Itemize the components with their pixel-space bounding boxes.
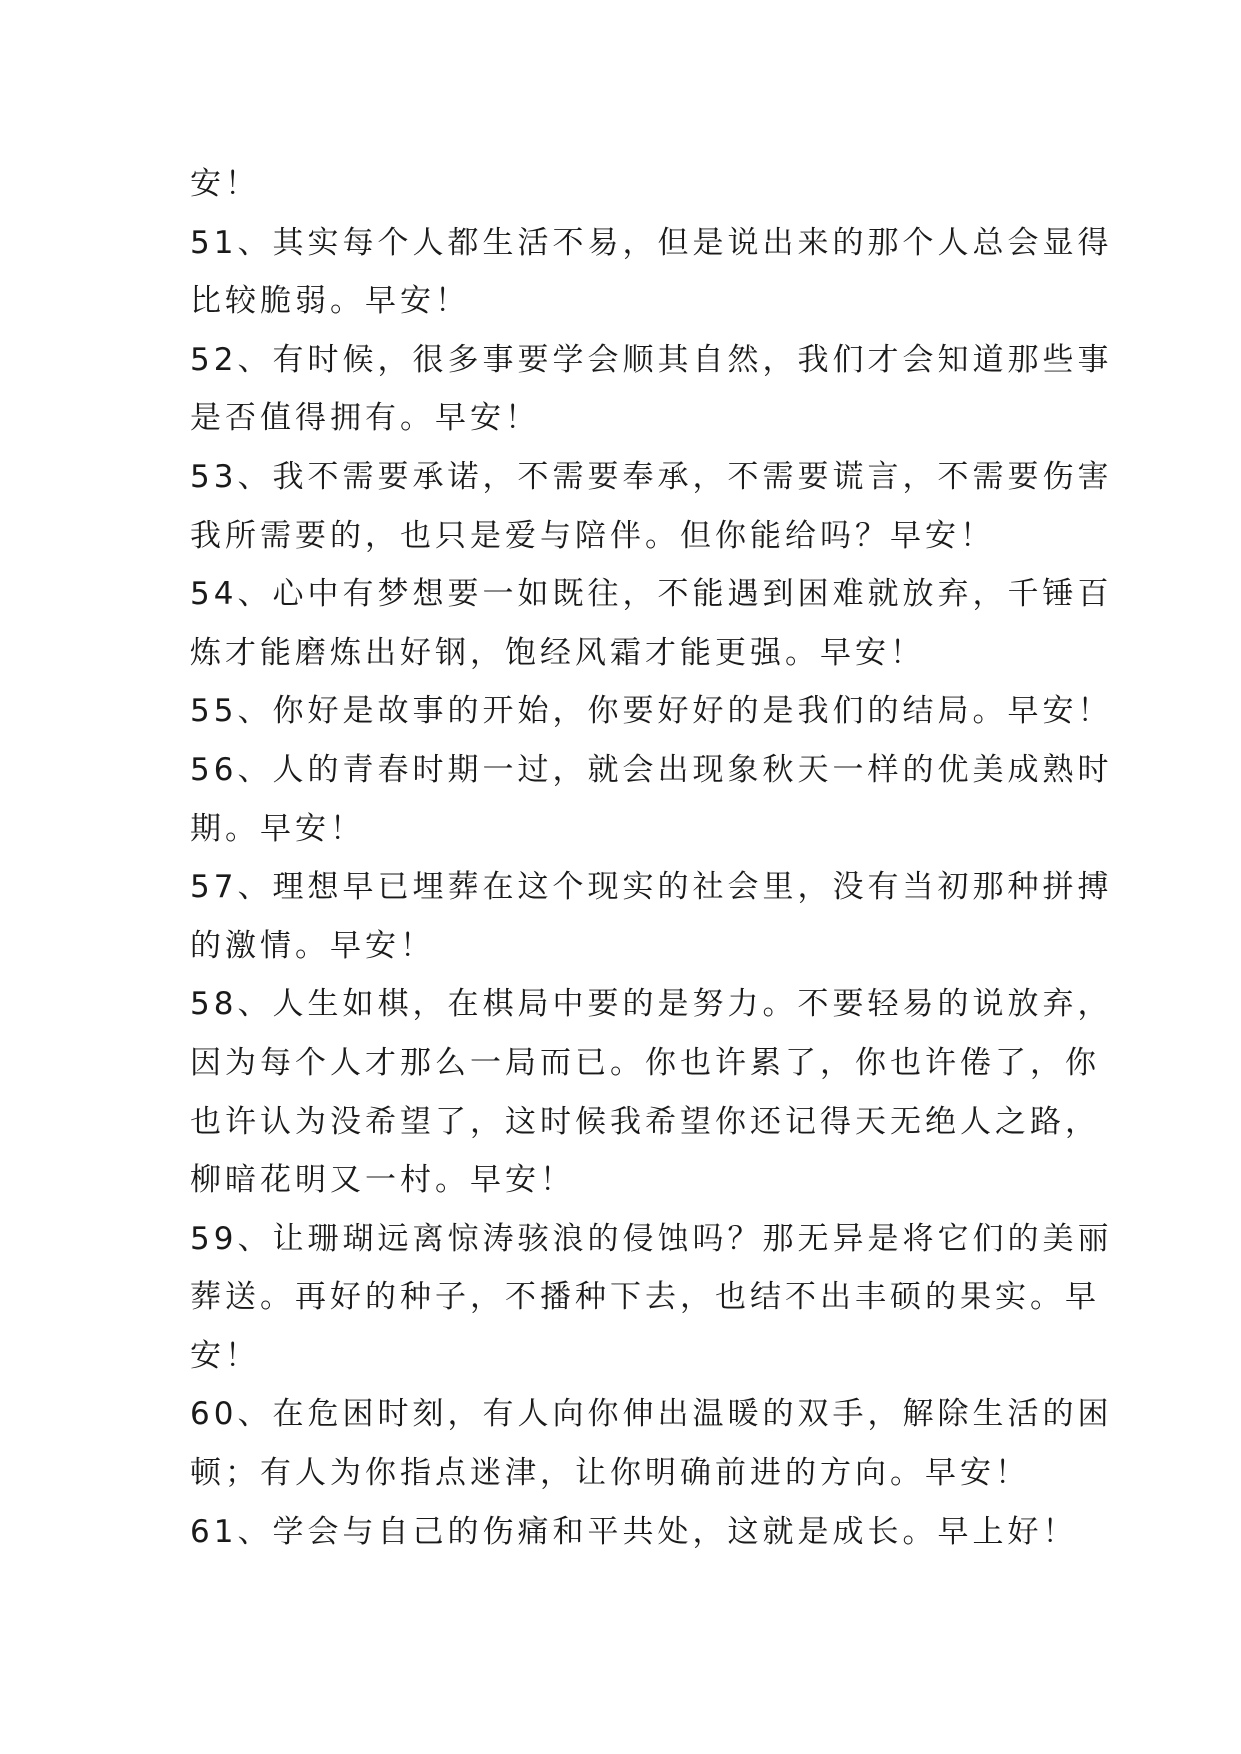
text-line: 60、在危困时刻，有人向你伸出温暖的双手，解除生活的困: [190, 1396, 1113, 1433]
text-line: 炼才能磨炼出好钢，饱经风霜才能更强。早安！: [190, 634, 925, 671]
text-line: 顿；有人为你指点迷津，让你明确前进的方向。早安！: [190, 1455, 1030, 1492]
text-line: 52、有时候，很多事要学会顺其自然，我们才会知道那些事: [190, 341, 1113, 378]
text-line: 也许认为没希望了，这时候我希望你还记得天无绝人之路，: [190, 1103, 1100, 1140]
text-line: 是否值得拥有。早安！: [190, 400, 540, 437]
text-line: 61、学会与自己的伤痛和平共处，这就是成长。早上好！: [190, 1513, 1078, 1550]
text-line: 柳暗花明又一村。早安！: [190, 1162, 575, 1199]
text-line: 57、理想早已埋葬在这个现实的社会里，没有当初那种拼搏: [190, 869, 1113, 906]
text-line: 安！: [190, 166, 260, 202]
text-line: 我所需要的，也只是爱与陪伴。但你能给吗？早安！: [190, 517, 995, 554]
body-text: [190, 155, 1113, 1561]
text-line: 的激情。早安！: [190, 927, 435, 964]
text-line: 56、人的青春时期一过，就会出现象秋天一样的优美成熟时: [190, 751, 1113, 788]
text-line: 安！: [190, 1337, 260, 1374]
text-line: 葬送。再好的种子，不播种下去，也结不出丰硕的果实。早: [190, 1279, 1100, 1316]
text-line: 59、让珊瑚远离惊涛骇浪的侵蚀吗？那无异是将它们的美丽: [190, 1220, 1113, 1257]
text-line: 期。早安！: [190, 810, 365, 847]
text-line: 51、其实每个人都生活不易，但是说出来的那个人总会显得: [190, 224, 1113, 261]
text-line: 54、心中有梦想要一如既往，不能遇到困难就放弃，千锤百: [190, 576, 1113, 613]
text-line: 58、人生如棋，在棋局中要的是努力。不要轻易的说放弃，: [190, 986, 1113, 1023]
text-line: 因为每个人才那么一局而已。你也许累了，你也许倦了，你: [190, 1044, 1100, 1081]
text-line: 53、我不需要承诺，不需要奉承，不需要谎言，不需要伤害: [190, 458, 1113, 495]
text-line: 55、你好是故事的开始，你要好好的是我们的结局。早安！: [190, 693, 1113, 730]
text-line: 比较脆弱。早安！: [190, 283, 470, 320]
